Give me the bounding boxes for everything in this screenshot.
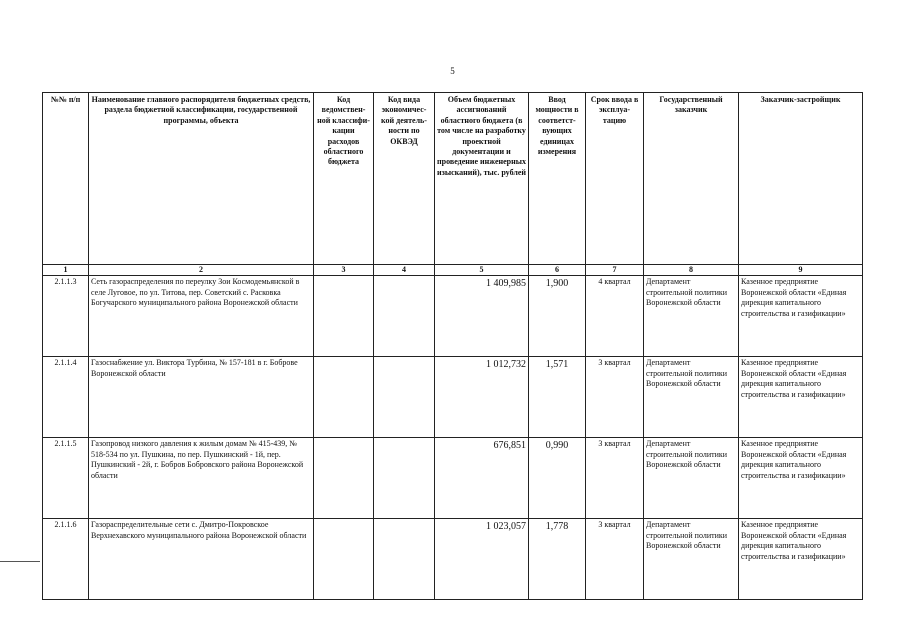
- column-number: 3: [314, 265, 374, 276]
- table-row: [43, 357, 863, 438]
- column-number: 8: [644, 265, 739, 276]
- header-vedom-code: Код ведомствен-ной классифи-кации расходов областного бюджета: [314, 93, 374, 265]
- header-customer: Государственный заказчик: [644, 93, 739, 265]
- row-okved: [374, 276, 435, 357]
- row-okved: [374, 519, 435, 600]
- header-name: Наименование главного распорядителя бюджетных средств, раздела бюджетной классификации, государственной программы, объекта: [89, 93, 314, 265]
- row-term: 4 квартал: [586, 276, 644, 357]
- row-num: 2.1.1.4: [43, 357, 89, 438]
- row-amount: 1 023,057: [435, 519, 529, 600]
- row-capacity: 1,571: [529, 357, 586, 438]
- row-developer: Казенное предприятие Воронежской области «Единая дирекция капитального строительства и газификации»: [739, 276, 863, 357]
- row-num: 2.1.1.3: [43, 276, 89, 357]
- row-num: 2.1.1.6: [43, 519, 89, 600]
- row-term: 3 квартал: [586, 438, 644, 519]
- row-vedom-code: [314, 357, 374, 438]
- row-okved: [374, 438, 435, 519]
- column-number: 7: [586, 265, 644, 276]
- table-row: [43, 276, 863, 357]
- table-row: [43, 438, 863, 519]
- column-number: 5: [435, 265, 529, 276]
- header-row: [43, 93, 863, 265]
- column-number: 9: [739, 265, 863, 276]
- row-customer: Департамент строительной политики Воронежской области: [644, 357, 739, 438]
- row-vedom-code: [314, 438, 374, 519]
- header-okved: Код вида экономичес-кой деятель-ности по ОКВЭД: [374, 93, 435, 265]
- row-customer: Департамент строительной политики Воронежской области: [644, 438, 739, 519]
- column-number-row: [43, 265, 863, 276]
- row-customer: Департамент строительной политики Воронежской области: [644, 519, 739, 600]
- page-number: 5: [450, 66, 455, 76]
- header-developer: Заказчик-застройщик: [739, 93, 863, 265]
- row-amount: 1 012,732: [435, 357, 529, 438]
- row-term: 3 квартал: [586, 357, 644, 438]
- budget-table: [42, 92, 863, 600]
- column-number: 1: [43, 265, 89, 276]
- row-developer: Казенное предприятие Воронежской области «Единая дирекция капитального строительства и газификации»: [739, 357, 863, 438]
- row-developer: Казенное предприятие Воронежской области «Единая дирекция капитального строительства и газификации»: [739, 519, 863, 600]
- row-developer: Казенное предприятие Воронежской области «Единая дирекция капитального строительства и газификации»: [739, 438, 863, 519]
- row-vedom-code: [314, 276, 374, 357]
- row-capacity: 0,990: [529, 438, 586, 519]
- row-name: Газопровод низкого давления к жилым домам № 415-439, № 518-534 по ул. Пушкина, по пер. Пушкинский - 1й, пер. Пушкинский - 2й, г. Бобров Бобровского района Воронежской области: [89, 438, 314, 519]
- header-capacity: Ввод мощности в соответст-вующих единицах измерения: [529, 93, 586, 265]
- row-name: Газоснабжение ул. Виктора Турбина, № 157-181 в г. Боброве Воронежской области: [89, 357, 314, 438]
- row-amount: 1 409,985: [435, 276, 529, 357]
- table-row: [43, 519, 863, 600]
- column-number: 2: [89, 265, 314, 276]
- row-vedom-code: [314, 519, 374, 600]
- margin-mark: [0, 561, 40, 562]
- column-number: 4: [374, 265, 435, 276]
- row-okved: [374, 357, 435, 438]
- row-capacity: 1,900: [529, 276, 586, 357]
- row-customer: Департамент строительной политики Воронежской области: [644, 276, 739, 357]
- row-term: 3 квартал: [586, 519, 644, 600]
- column-number: 6: [529, 265, 586, 276]
- row-name: Газораспределительные сети с. Дмитро-Покровское Верхнехавского муниципального района Воронежской области: [89, 519, 314, 600]
- row-capacity: 1,778: [529, 519, 586, 600]
- header-amount: Объем бюджетных ассигнований областного бюджета (в том числе на разработку проектной документации и проведение инженерных изысканий), тыс. рублей: [435, 93, 529, 265]
- row-num: 2.1.1.5: [43, 438, 89, 519]
- row-name: Сеть газораспределения по переулку Зои Космодемьянской в селе Луговое, по ул. Титова, пер. Советский с. Расковка Богучарского муниципального района Воронежской области: [89, 276, 314, 357]
- header-term: Срок ввода в эксплуа-тацию: [586, 93, 644, 265]
- row-amount: 676,851: [435, 438, 529, 519]
- header-num: №№ п/п: [43, 93, 89, 265]
